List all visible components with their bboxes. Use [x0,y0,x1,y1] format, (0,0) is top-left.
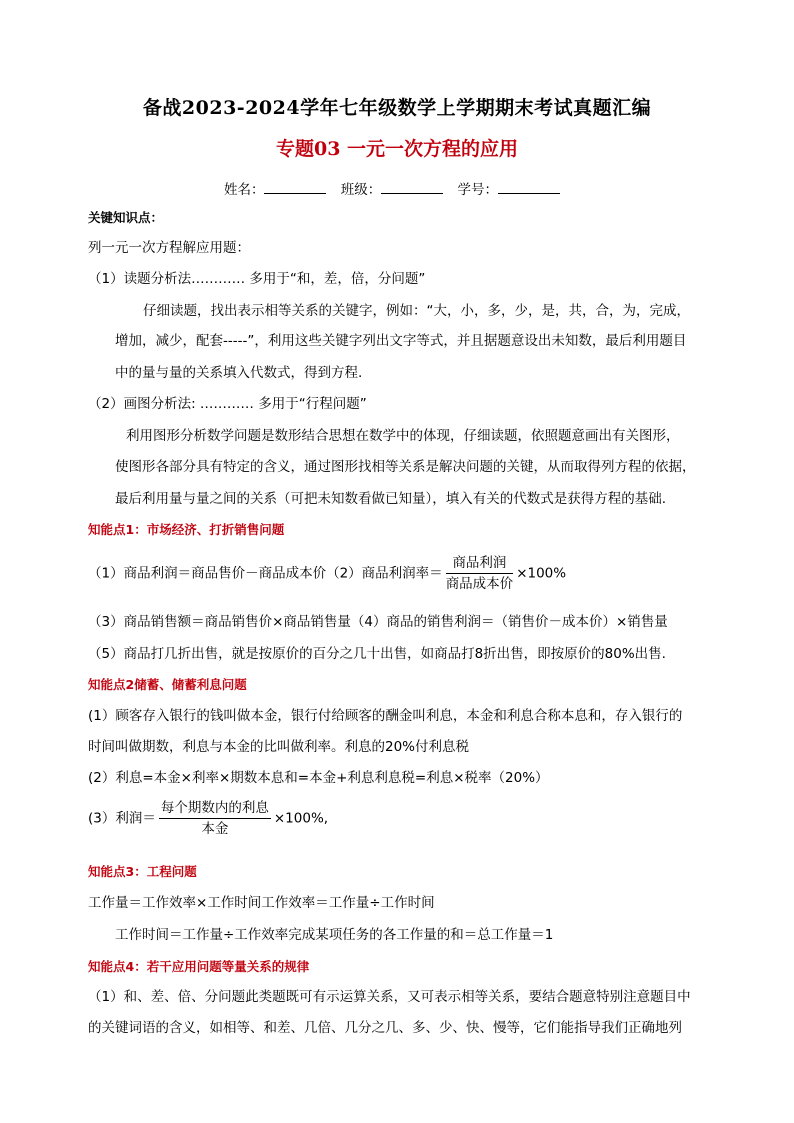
kp3-heading: 知能点3：工程问题 [88,864,197,879]
kp3-line2: 工作时间＝工作量÷工作效率完成某项任务的各工作量的和＝总工作量＝1 [115,927,554,943]
class-blank [381,181,443,194]
kp1-line1-prefix: （1）商品利润＝商品售价－商品成本价（2）商品利润率＝ [88,565,443,582]
method2-line1: 利用图形分析数学问题是数形结合思想在数学中的体现，仔细读题，依照题意画出有关图形， [126,428,680,444]
kp1-line1-suffix: ×100% [516,565,567,582]
kp1-line2: （3）商品销售额＝商品销售价×商品销售量（4）商品的销售利润＝（销售价－成本价）×销售量 [88,614,668,630]
method2-line3: 最后利用量与量之间的关系（可把未知数看做已知量），填入有关的代数式是获得方程的基础. [115,491,667,507]
fraction-denominator: 本金 [201,821,229,837]
method1-line2: 增加，减少，配套-----”，利用这些关键字列出文字等式，并且据题意设出未知数，最后利用题目 [115,333,687,349]
id-blank [498,181,560,194]
class-label: 班级： [340,182,382,198]
method2-line2: 使图形各部分具有特定的含义，通过图形找相等关系是解决问题的关键，从而取得列方程的依据， [115,459,696,475]
method1-title: （1）读题分析法………… 多用于“和，差，倍，分问题” [88,271,426,287]
kp1-heading: 知能点1：市场经济、打折销售问题 [88,522,285,537]
kp2-line4-prefix: (3）利润＝ [88,810,156,827]
fraction-denominator: 商品成本价 [445,576,514,592]
interest-fraction [159,799,271,838]
key-points-label: 关键知识点： [88,210,164,225]
kp2-heading: 知能点2储蓄、储蓄利息问题 [88,677,247,692]
name-blank [264,181,326,194]
id-label: 学号： [457,182,499,198]
intro-lead: 列一元一次方程解应用题： [88,240,250,256]
document-title: 备战2023-2024学年七年级数学上学期期末考试真题汇编 [142,97,652,119]
kp4-line1: （1）和、差、倍、分问题此类题既可有示运算关系，又可表示相等关系，要结合题意特别注意题目中 [88,989,691,1005]
student-info-line [0,178,794,198]
kp4-line2: 的关键词语的含义，如相等、和差、几倍、几分之几、多、少、快、慢等，它们能指导我们正确地列 [88,1020,682,1036]
kp1-line1 [88,554,566,593]
kp2-line4 [88,799,328,838]
topic-subtitle: 专题03 一元一次方程的应用 [275,138,519,160]
fraction-numerator: 每个期数内的利息 [159,799,271,819]
kp2-line3: (2）利息=本金×利率×期数本息和=本金+利息利息税=利息×税率（20%） [88,770,549,786]
kp3-line1: 工作量＝工作效率×工作时间工作效率＝工作量÷工作时间 [88,895,435,911]
profit-rate-fraction [446,554,514,593]
fraction-numerator: 商品利润 [446,554,514,574]
kp2-line1: (1）顾客存入银行的钱叫做本金，银行付给顾客的酬金叫利息，本金和利息合称本息和，存入银行的 [88,708,683,724]
kp2-line4-suffix: ×100%, [273,810,329,827]
kp1-line3: （5）商品打几折出售，就是按原价的百分之几十出售，如商品打8折出售，即按原价的80%出售. [88,646,666,662]
method1-line3: 中的量与量的关系填入代数式，得到方程. [115,365,363,381]
kp4-heading: 知能点4：若干应用问题等量关系的规律 [88,959,310,974]
name-label: 姓名： [223,182,265,198]
kp2-line2: 时间叫做期数，利息与本金的比叫做利率。利息的20%付利息税 [88,739,470,755]
method1-line1: 仔细读题，找出表示相等关系的关键字，例如：“大，小，多，少，是，共，合，为，完成， [143,303,690,319]
method2-title: （2）画图分析法: ………… 多用于“行程问题” [88,396,367,412]
